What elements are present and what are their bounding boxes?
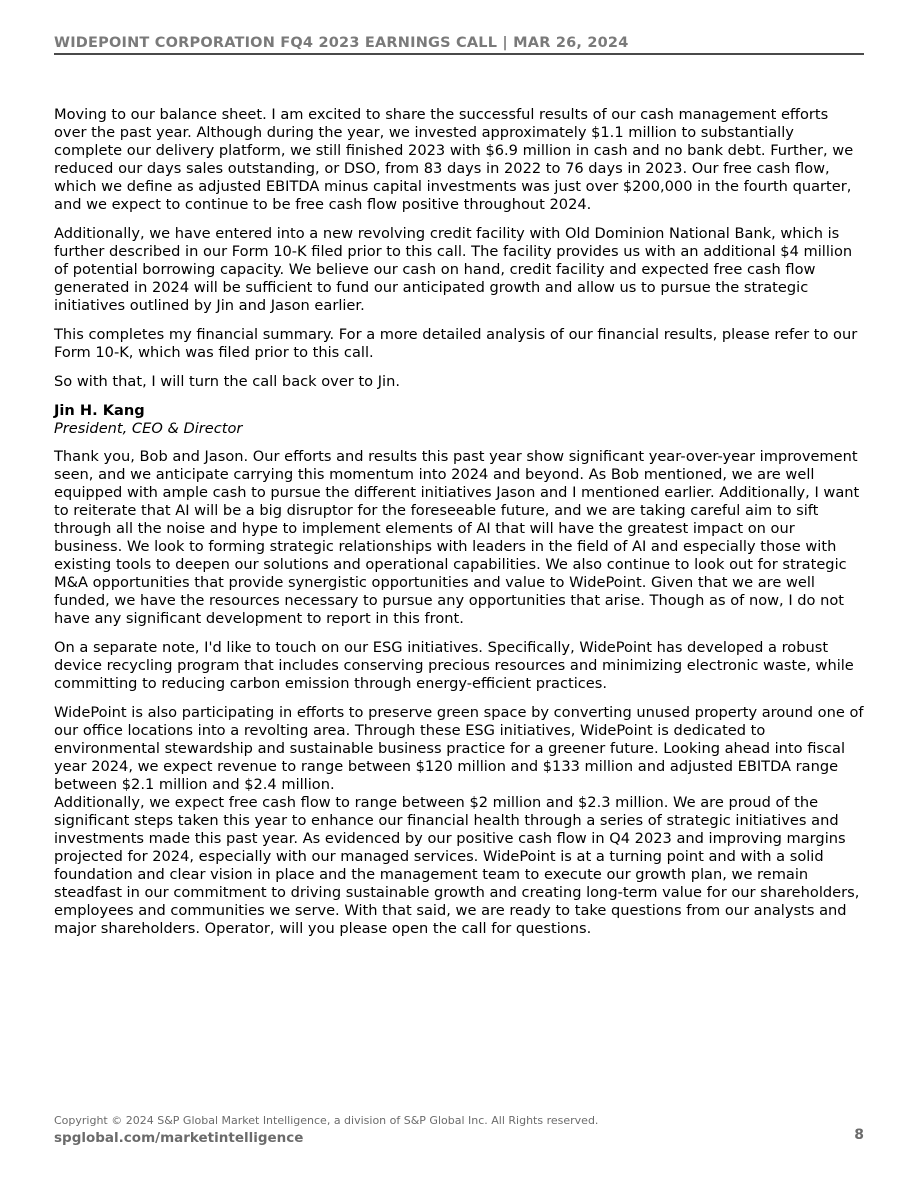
- paragraph-esg: On a separate note, I'd like to touch on our ESG initiatives. Specifically, WidePoint has developed a robust device recycling program that includes conserving precious resources and minimizing electronic waste, while committing to reducing carbon emission through energy-efficient practices.: [54, 639, 854, 692]
- speaker-name: Jin H. Kang: [54, 402, 145, 419]
- paragraph-credit-facility: Additionally, we have entered into a new revolving credit facility with Old Dominion National Bank, which is further described in our Form 10-K filed prior to this call. The facility provides us with an additional $4 million of potential borrowing capacity. We believe our cash on hand, credit facility and expected free cash flow generated in 2024 will be sufficient to fund our anticipated growth and allow us to pursue the strategic initiatives outlined by Jin and Jason earlier.: [54, 225, 853, 314]
- header-title: WIDEPOINT CORPORATION FQ4 2023 EARNINGS CALL | MAR 26, 2024: [54, 35, 629, 51]
- footer-copyright: Copyright © 2024 S&P Global Market Intelligence, a division of S&P Global Inc. All Rights reserved.: [54, 1114, 599, 1127]
- page-number: 8: [854, 1127, 864, 1143]
- paragraph-free-cash-flow: Additionally, we expect free cash flow to range between $2 million and $2.3 million. We are proud of the significant steps taken this year to enhance our financial health through a series of strategic initiatives and investments made this past year. As evidenced by our positive cash flow in Q4 2023 and improving margins projected for 2024, especially with our managed services. WidePoint is at a turning point and with a solid foundation and clear vision in place and the management team to execute our growth plan, we remain steadfast in our commitment to driving sustainable growth and creating long-term value for our shareholders, employees and communities we serve. With that said, we are ready to take questions from our analysts and major shareholders. Operator, will you please open the call for questions.: [54, 794, 860, 937]
- paragraph-financial-summary: This completes my financial summary. For a more detailed analysis of our financial results, please refer to our Form 10-K, which was filed prior to this call.: [54, 326, 858, 361]
- paragraph-thank-you: Thank you, Bob and Jason. Our efforts and results this past year show significant year-over-year improvement seen, and we anticipate carrying this momentum into 2024 and beyond. As Bob mentioned, we are well equipped with ample cash to pursue the different initiatives Jason and I mentioned earlier. Additionally, I want to reiterate that AI will be a big disruptor for the foreseeable future, and we are taking careful aim to sift through all the noise and hype to implement elements of AI that will have the greatest impact on our business. We look to forming strategic relationships with leaders in the field of AI and especially those with existing tools to deepen our solutions and operational capabilities. We also continue to look out for strategic M&A opportunities that provide synergistic opportunities and value to WidePoint. Given that we are well funded, we have the resources necessary to pursue any opportunities that arise. Though as of now, I do not have any significant development to report in this front.: [54, 448, 860, 627]
- paragraph-turn-call: So with that, I will turn the call back over to Jin.: [54, 373, 400, 390]
- speaker-title: President, CEO & Director: [54, 420, 243, 437]
- footer-url-link[interactable]: spglobal.com/marketintelligence: [54, 1130, 304, 1146]
- paragraph-balance-sheet: Moving to our balance sheet. I am excited to share the successful results of our cash management efforts over the past year. Although during the year, we invested approximately $1.1 million to substantially complete our delivery platform, we still finished 2023 with $6.9 million in cash and no bank debt. Further, we reduced our days sales outstanding, or DSO, from 83 days in 2022 to 76 days in 2023. Our free cash flow, which we define as adjusted EBITDA minus capital investments was just over $200,000 in the fourth quarter, and we expect to continue to be free cash flow positive throughout 2024.: [54, 106, 854, 213]
- speaker-block: [54, 402, 864, 438]
- paragraph-green-space: WidePoint is also participating in efforts to preserve green space by converting unused property around one of our office locations into a revolting area. Through these ESG initiatives, WidePoint is dedicated to environmental stewardship and sustainable business practice for a greener future. Looking ahead into fiscal year 2024, we expect revenue to range between $120 million and $133 million and adjusted EBITDA range between $2.1 million and $2.4 million.: [54, 704, 864, 793]
- page-header: [54, 35, 864, 55]
- transcript-body: [54, 106, 864, 949]
